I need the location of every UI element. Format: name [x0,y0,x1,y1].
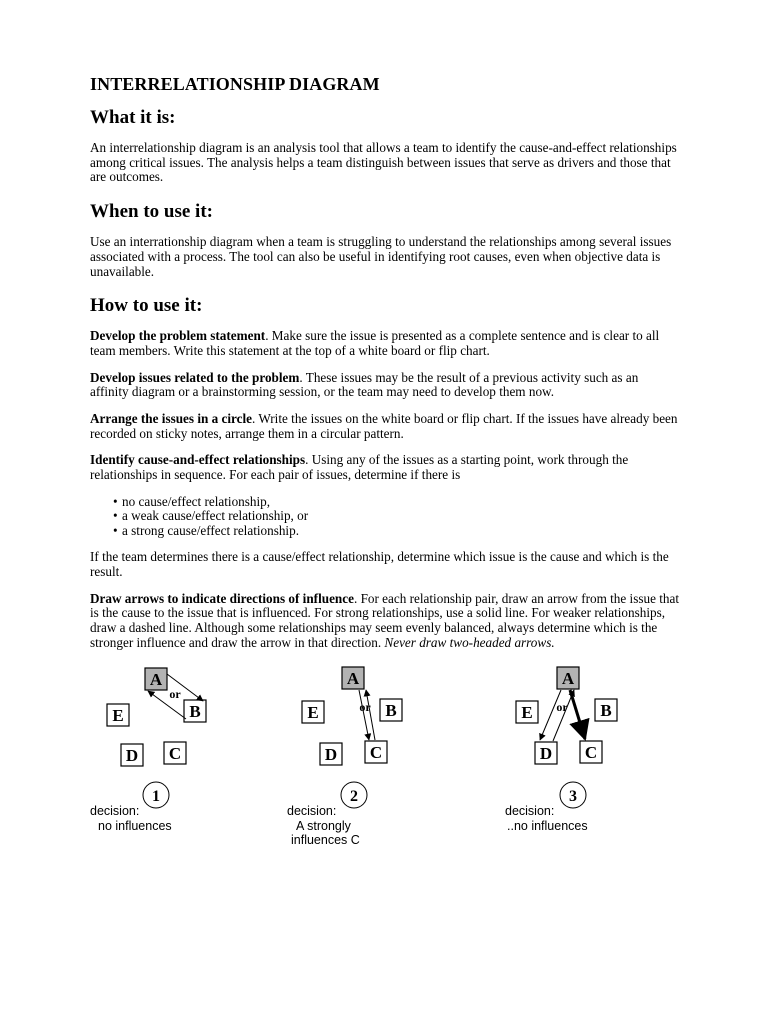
cause-result-paragraph: If the team determines there is a cause/effect relationship, determine which issue is the cause and which is the result. [90,549,669,580]
step-title: Develop issues related to the problem [90,369,300,385]
issue-label-d: D [125,746,139,765]
or-label: or [169,687,181,701]
diagram-3 [516,667,617,808]
issue-label-b: B [385,701,397,720]
step-text: . Make sure the issue is presented as a complete sentence and is clear to all team members. Write this statement at the top of a white board or flip chart. [90,328,660,358]
issue-label-c: C [369,743,383,762]
influence-arrow [540,690,561,740]
or-label: or [359,700,371,714]
section-heading-what: What it is: [90,107,176,128]
decision-label: decision: [505,804,555,818]
step-text: . Using any of the issues as a starting point, work through the relationships in sequence. For each pair of issues, determine if there is [90,452,629,483]
diagram-number: 3 [569,788,577,805]
section-body-when: Use an interrationship diagram when a team is struggling to understand the relationships among several issues associated with a process. The tool can also be useful in identifying root causes, even when objective data is unavailable. [90,234,672,279]
step-title: Identify cause-and-effect relationships [90,452,306,468]
issue-label-e: E [112,706,124,725]
issue-label-e: E [307,703,319,722]
bullet-icon: • [113,522,118,538]
decision-text: A strongly [296,818,351,833]
list-item-text: a strong cause/effect relationship. [122,522,299,538]
bullet-icon: • [113,508,118,524]
decision-caption-3 [505,804,588,833]
section-body-what: An interrelationship diagram is an analysis tool that allows a team to identify the cause-and-effect relationships among critical issues. The analysis helps a team distinguish between issues that serve as drivers and those that are outcomes. [90,140,677,185]
issue-label-e: E [521,703,533,722]
decision-caption-2 [287,804,360,848]
decision-text: no influences [98,818,172,833]
decision-caption-1 [90,804,172,833]
diagram-number: 2 [350,788,358,805]
diagram-1 [107,668,206,808]
issue-label-d: D [539,744,553,763]
document-title: INTERRELATIONSHIP DIAGRAM [90,74,380,94]
decision-text: influences C [291,833,360,847]
bullet-icon: • [113,493,118,509]
issue-label-b: B [189,702,201,721]
issue-label-b: B [600,701,612,720]
decision-label: decision: [90,804,140,818]
list-item-text: a weak cause/effect relationship, or [122,508,309,524]
issue-label-a: A [561,669,575,688]
issue-label-a: A [149,670,163,689]
step-text: . Write the issues on the white board or flip chart. If the issues have already been recorded on sticky notes, arrange them in a circular pattern. [90,411,678,441]
issue-label-a: A [346,669,360,688]
section-heading-how: How to use it: [90,295,203,317]
diagram-number: 1 [152,788,160,805]
step-title: Arrange the issues in a circle [90,411,253,427]
step-title: Develop the problem statement [90,328,266,344]
step-text: . For each relationship pair, draw an arrow from the issue that is the cause to the issue that is influenced. For strong relationships, use a solid line. For weaker relationships, draw a dashed line. Although some relationships may seem evenly balanced, always determine which is the stronger influence and draw the arrow in that direction. [90,590,679,650]
issue-label-c: C [168,744,182,763]
diagram-2 [302,667,402,808]
or-label: or [556,700,568,714]
decision-label: decision: [287,804,337,818]
issue-label-d: D [324,745,338,764]
section-heading-when: When to use it: [90,201,213,223]
strong-influence-arrow [570,690,585,739]
list-item-text: no cause/effect relationship, [122,493,271,509]
issue-label-c: C [584,743,598,762]
step-title: Draw arrows to indicate directions of influence [90,590,354,606]
warning-text: Never draw two-headed arrows. [384,634,555,650]
decision-text: ..no influences [507,818,588,833]
step-text: . These issues may be the result of a previous activity such as an affinity diagram or a brainstorming session, or the team may need to develop them now. [90,369,639,400]
